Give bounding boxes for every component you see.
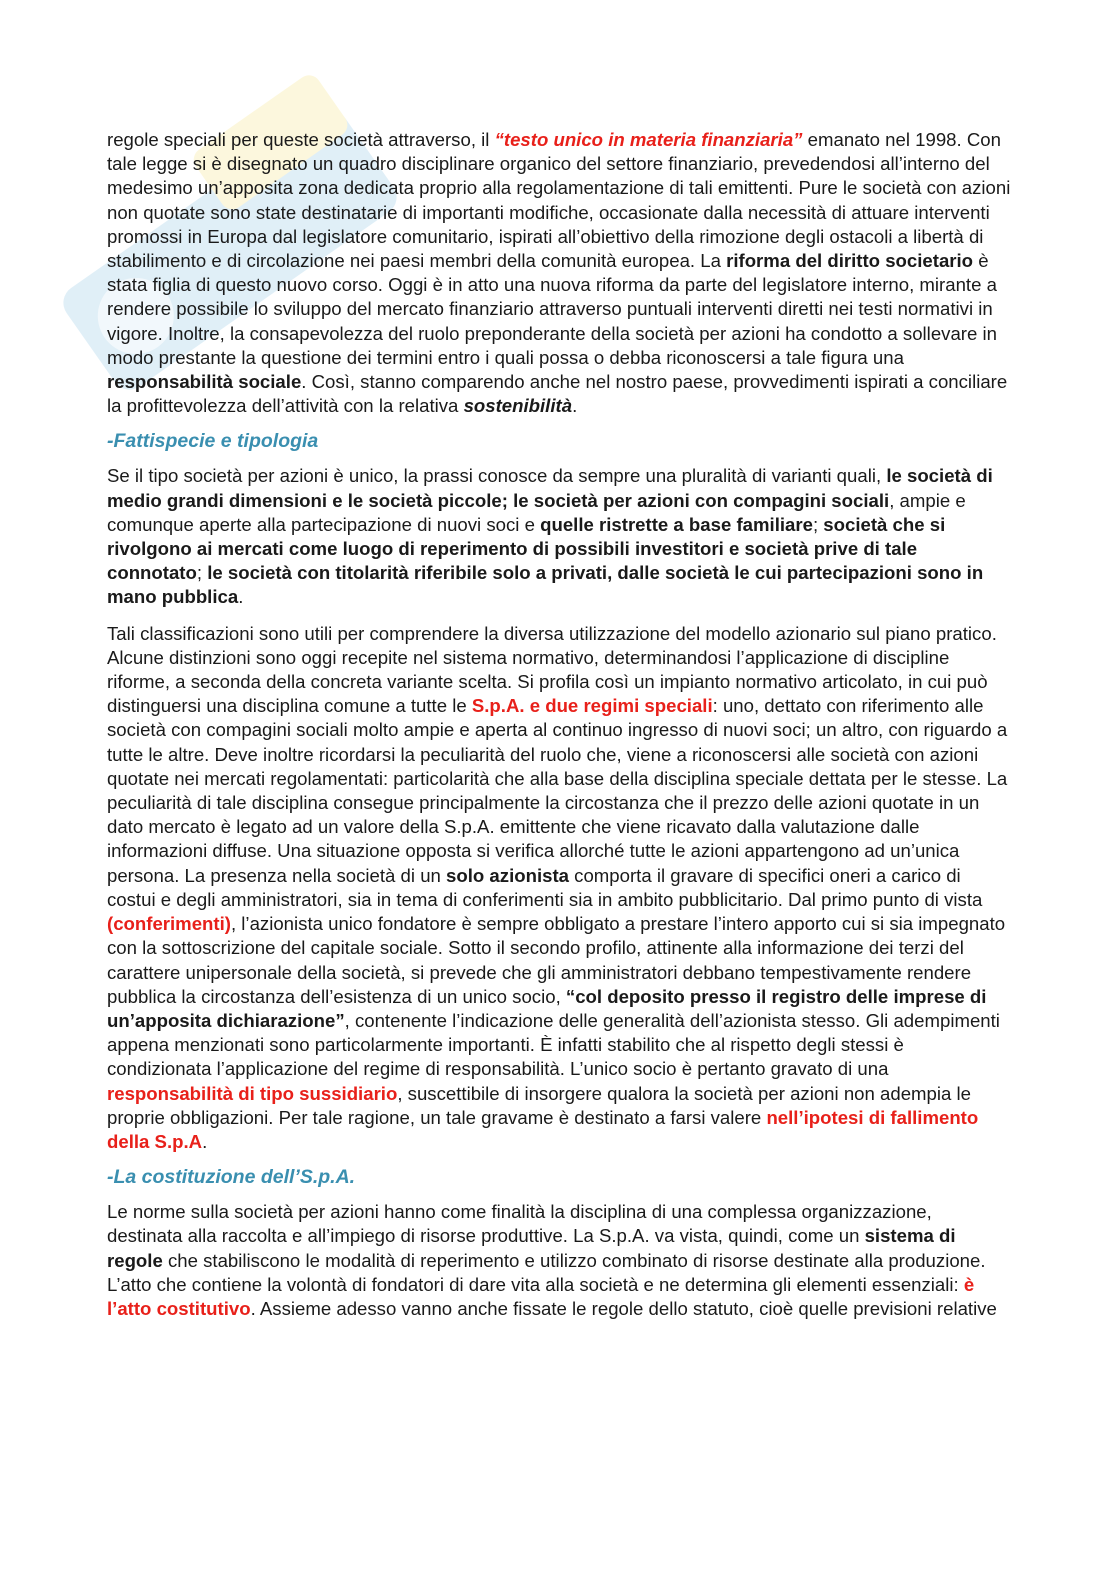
text-run: società che si rivolgono ai mercati come luogo di reperimento di possibili investitori e società prive di tale connotato	[107, 513, 946, 584]
text-run: (conferimenti)	[107, 913, 231, 935]
text-run: sistema di regole	[107, 1225, 956, 1271]
text-run: sostenibilità	[463, 395, 573, 417]
text-run: Tali classificazioni sono utili per comprendere la diversa utilizzazione del modello azionario sul piano pratico. Alcune distinzioni sono oggi recepite nel sistema normativo, determinandosi l’applicazione di discipline riforme, a seconda della concreta variante scelta. Si profila così un impianto normativo articolato, in cui può distinguersi una disciplina comune a tutte le	[107, 622, 997, 717]
section-heading-costituzione: -La costituzione dell’S.p.A.	[107, 1166, 356, 1189]
text-run: “col deposito presso il registro delle imprese di un’apposita dichiarazione”	[107, 985, 987, 1031]
document-page	[107, 128, 1012, 1321]
text-run: che stabiliscono le modalità di reperimento e utilizzo combinato di risorse destinate alla produzione. L’atto che contiene la volontà di fondatori di dare vita alla società e ne determina gli elementi essenziali:	[107, 1249, 986, 1295]
text-run: : uno, dettato con riferimento alle società con compagini sociali molto ampie e aperta al continuo ingresso di nuovi soci; un altro, con riguardo a tutte le altre. Deve inoltre ricordarsi la peculiarità del ruolo che, viene a riconoscersi alle società con azioni quotate nei mercati regolamentati: particolarità che alla base della disciplina speciale dettata per le stesse. La peculiarità di tale disciplina consegue principalmente la circostanza che il prezzo delle azioni quotate in un dato mercato è legato ad un valore della S.p.A. emittente che viene ricavato dalla valutazione dalle informazioni diffuse. Una situazione opposta si verifica allorché tutte le azioni appartengono ad un’unica persona. La presenza nella società di un	[107, 695, 1008, 886]
text-run: è l’atto costitutivo	[107, 1273, 975, 1319]
section-heading-fattispecie: -Fattispecie e tipologia	[107, 430, 319, 453]
text-run: S.p.A. e due regimi speciali	[471, 695, 713, 717]
paragraph-costituzione	[107, 1200, 1012, 1321]
paragraph-varianti	[107, 464, 1012, 609]
text-run: , contenente l’indicazione delle generalità dell’azionista stesso. Gli adempimenti appena menzionati sono particolarmente importanti. È infatti stabilito che al rispetto degli stessi è condizionata l’applicazione del regime di responsabilità. L’unico socio è pertanto gravato di una	[107, 1009, 1000, 1080]
paragraph-classificazioni	[107, 622, 1012, 1154]
text-run: è stata figlia di questo nuovo corso. Oggi è in atto una nuova riforma da parte del legislatore interno, mirante a rendere possibile lo sviluppo del mercato finanziario attraverso puntuali interventi diretti nei testi normativi in vigore. Inoltre, la consapevolezza del ruolo preponderante della società per azioni ha condotto a sollevare in modo prestante la questione dei termini entro i quali possa o debba riconoscersi a tale figura una	[107, 250, 997, 368]
text-run: .	[238, 586, 244, 608]
text-run: . Così, stanno comparendo anche nel nostro paese, provvedimenti ispirati a conciliare la profittevolezza dell’attività con la relativa	[107, 371, 1008, 417]
text-run: comporta il gravare di specifici oneri a carico di costui e degli amministratori, sia in tema di conferimenti sia in ambito pubblicitario. Dal primo punto di vista	[107, 864, 983, 910]
text-run: riforma del diritto societario	[726, 250, 974, 272]
text-run: ;	[812, 513, 824, 535]
text-run: responsabilità di tipo sussidiario	[107, 1082, 398, 1104]
text-run: . Assieme adesso vanno anche fissate le regole dello statuto, cioè quelle previsioni relative	[250, 1297, 997, 1319]
text-run: quelle ristrette a base familiare	[540, 513, 813, 535]
text-run: responsabilità sociale	[107, 371, 302, 393]
text-run: “testo unico in materia finanziaria”	[494, 129, 803, 150]
paragraph-intro	[107, 128, 1012, 418]
text-run: solo azionista	[446, 864, 569, 886]
text-run: le società di medio grandi dimensioni e le società piccole; le società per azioni con compagini sociali	[107, 465, 993, 511]
text-run: emanato nel 1998. Con tale legge si è disegnato un quadro disciplinare organico del settore finanziario, prevedendosi all’interno del medesimo un’apposita zona dedicata proprio alla regolamentazione di tali emittenti. Pure le società con azioni non quotate sono state destinatarie di importanti modifiche, occasionate dalla necessità di attuare interventi promossi in Europa dal legislatore comunitario, ispirati all’obiettivo della rimozione degli ostacoli a libertà di stabilimento e di circolazione nei paesi membri della comunità europea. La	[107, 129, 1011, 272]
text-run: ;	[196, 562, 208, 584]
text-run: nell’ipotesi di fallimento della S.p.A	[107, 1106, 979, 1152]
text-run: regole speciali per queste società attraverso, il	[107, 129, 495, 150]
text-run: le società con titolarità riferibile solo a privati, dalle società le cui partecipazioni sono in mano pubblica	[107, 562, 984, 608]
text-run: , suscettibile di insorgere qualora la società per azioni non adempia le proprie obbligazioni. Per tale ragione, un tale gravame è destinato a farsi valere	[107, 1082, 971, 1128]
text-run: Le norme sulla società per azioni hanno come finalità la disciplina di una complessa organizzazione, destinata alla raccolta e all’impiego di risorse produttive. La S.p.A. va vista, quindi, come un	[107, 1201, 932, 1247]
text-run: , ampie e comunque aperte alla partecipazione di nuovi soci e	[107, 489, 966, 535]
text-run: .	[202, 1130, 208, 1152]
text-run: Se il tipo società per azioni è unico, la prassi conosce da sempre una pluralità di varianti quali,	[107, 465, 887, 487]
text-run: .	[572, 395, 578, 417]
text-run: , l’azionista unico fondatore è sempre obbligato a prestare l’intero apporto cui si sia impegnato con la sottoscrizione del capitale sociale. Sotto il secondo profilo, attinente alla informazione dei terzi del carattere unipersonale della società, si prevede che gli amministratori debbano tempestivamente rendere pubblica la circostanza dell’esistenza di un unico socio,	[107, 913, 1006, 1007]
